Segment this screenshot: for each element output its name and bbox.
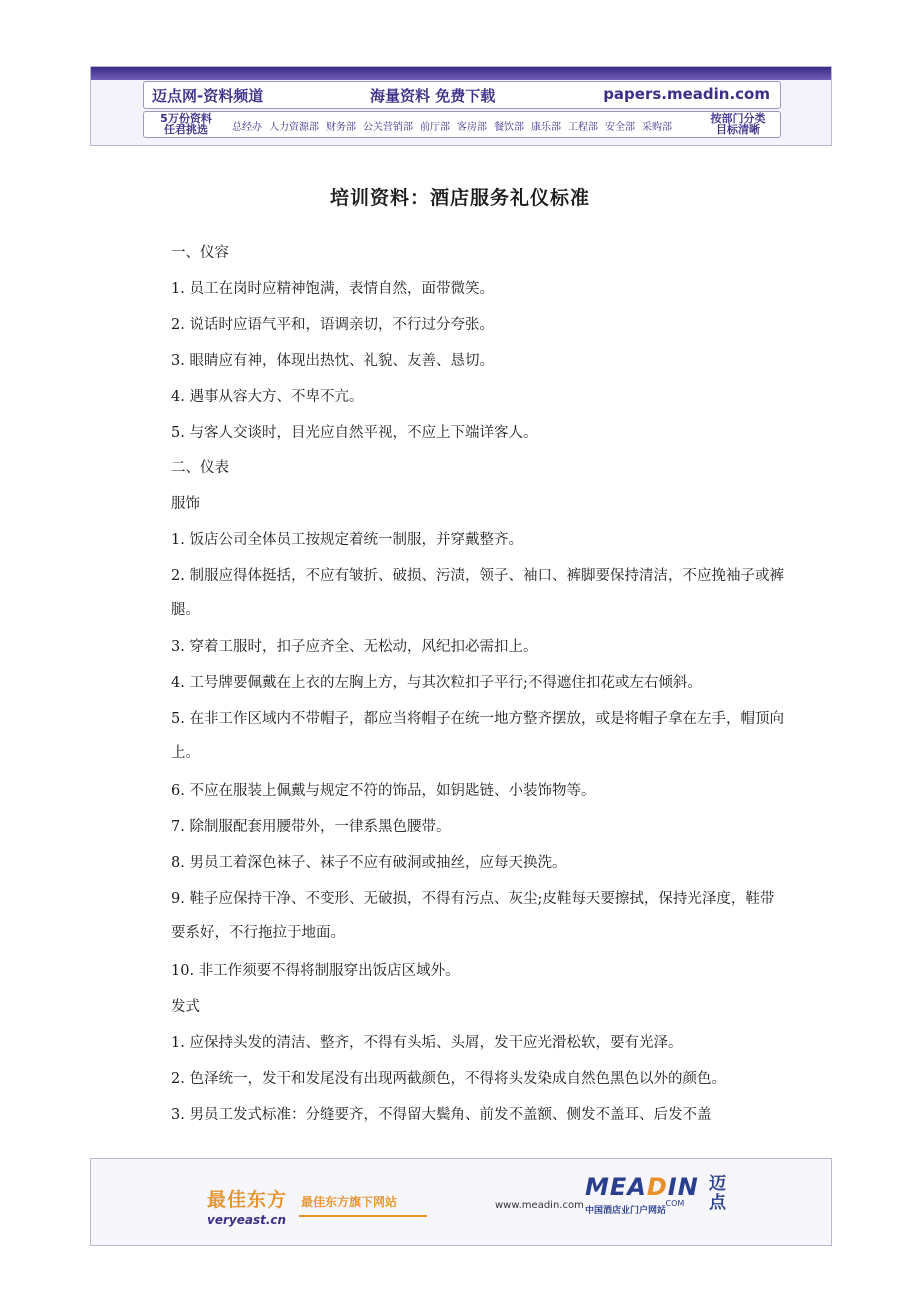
dept-link[interactable]: 客房部 [457,122,487,133]
footer-slogan: 最佳东方旗下网站 [301,1195,398,1209]
left-badge [144,113,228,135]
right-badge [696,113,780,135]
paragraph: 6. 不应在服装上佩戴与规定不符的饰品，如钥匙链、小装饰物等。 [171,783,596,799]
section-heading: 二、仪表 [171,460,229,476]
paragraph: 4. 遇事从容大方、不卑不亢。 [171,389,364,405]
subsection-heading: 服饰 [171,496,200,512]
paragraph: 3. 眼睛应有神，体现出热忱、礼貌、友善、恳切。 [171,353,494,369]
paragraph: 3. 男员工发式标准：分缝要齐，不得留大鬓角、前发不盖额、侧发不盖耳、后发不盖 [171,1107,712,1123]
right-badge-line-1: 按部门分类 [710,112,766,125]
paragraph: 8. 男员工着深色袜子、袜子不应有破洞或抽丝，应每天换洗。 [171,855,567,871]
site-name[interactable]: 迈点网-资料频道 [152,87,264,105]
meadin-logo-cn: 迈点 [709,1174,726,1213]
header-top-row [143,81,781,109]
department-links [232,118,692,133]
paragraph: 5. 与客人交谈时，目光应自然平视，不应上下端详客人。 [171,425,538,441]
paragraph: 1. 应保持头发的清洁、整齐，不得有头垢、头屑，发干应光滑松软，要有光泽。 [171,1035,683,1051]
paragraph: 2. 说话时应语气平和，语调亲切，不行过分夸张。 [171,317,494,333]
dept-link[interactable]: 安全部 [605,122,635,133]
dept-link[interactable]: 康乐部 [531,122,561,133]
meadin-logo-part-3: IN [667,1173,699,1201]
dept-link[interactable]: 采购部 [642,122,672,133]
dept-link[interactable]: 公关营销部 [363,122,413,133]
meadin-logo-part-1: MEA [585,1173,647,1201]
meadin-logo-part-2: D [646,1173,668,1201]
footer-url-link[interactable]: www.meadin.com [495,1200,584,1211]
paragraph: 1. 员工在岗时应精神饱满，表情自然，面带微笑。 [171,281,494,297]
footer-swoosh [299,1215,427,1217]
left-badge-line-1: 5万份资料 [160,112,212,125]
dept-link[interactable]: 财务部 [326,122,356,133]
paragraph: 1. 饭店公司全体员工按规定着统一制服，并穿戴整齐。 [171,532,523,548]
header-slogan: 海量资料 免费下载 [370,87,496,105]
right-badge-line-2: 目标清晰 [716,123,760,136]
footer-banner [90,1158,832,1246]
header-banner [90,66,832,146]
paragraph-text: 2. 制服应得体挺括，不应有皱折、破损、污渍，领子、袖口、裤脚要保持清洁，不应挽袖子或裤腿。 [171,568,784,618]
paragraph: 10. 非工作须要不得将制服穿出饭店区域外。 [171,963,460,979]
meadin-logo-wordmark [585,1173,699,1201]
veryeast-logo-en: veryeast.cn [207,1213,287,1227]
section-heading: 一、仪容 [171,245,229,261]
paragraph [171,702,786,770]
document-title: 培训资料：酒店服务礼仪标准 [329,187,590,209]
paragraph [171,559,786,627]
dept-link[interactable]: 总经办 [232,122,262,133]
meadin-logo[interactable] [585,1173,726,1216]
paragraph-text: 9. 鞋子应保持干净、不变形、无破损，不得有污点、灰尘;皮鞋每天要擦拭，保持光泽度，鞋带要系好，不行拖拉于地面。 [171,891,775,941]
header-stripe [91,67,831,80]
paragraph: 7. 除制服配套用腰带外，一律系黑色腰带。 [171,819,451,835]
veryeast-logo[interactable] [207,1185,287,1227]
dept-link[interactable]: 前厅部 [420,122,450,133]
site-domain-link[interactable]: papers.meadin.com [603,85,770,103]
left-badge-line-2: 任君挑选 [164,123,208,136]
paragraph: 2. 色泽统一，发干和发尾没有出现两截颜色，不得将头发染成自然色黑色以外的颜色。 [171,1071,726,1087]
header-category-row [143,111,781,138]
paragraph: 4. 工号牌要佩戴在上衣的左胸上方，与其次粒扣子平行;不得遮住扣花或左右倾斜。 [171,675,702,691]
paragraph-text: 5. 在非工作区域内不带帽子，都应当将帽子在统一地方整齐摆放，或是将帽子拿在左手，帽顶向上。 [171,711,784,761]
dept-link[interactable]: 餐饮部 [494,122,524,133]
paragraph: 3. 穿着工服时，扣子应齐全、无松动，风纪扣必需扣上。 [171,639,538,655]
meadin-logo-dotcom: .COM [663,1199,685,1208]
dept-link[interactable]: 工程部 [568,122,598,133]
paragraph [171,882,786,950]
subsection-heading: 发式 [171,999,200,1015]
dept-link[interactable]: 人力资源部 [269,122,319,133]
meadin-logo-subtitle: 中国酒店业门户网站 [585,1206,667,1216]
veryeast-logo-cn: 最佳东方 [207,1189,288,1211]
